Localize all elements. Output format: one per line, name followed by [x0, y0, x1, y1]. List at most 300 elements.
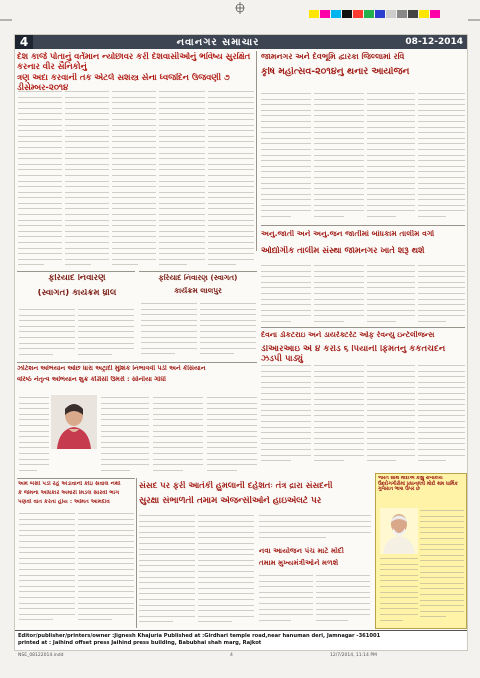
- text-line: [207, 429, 257, 432]
- text-line: [418, 313, 465, 316]
- text-line: [261, 453, 311, 456]
- article-text-col: [141, 301, 197, 359]
- text-line: [65, 100, 109, 103]
- text-line: [259, 590, 313, 593]
- text-line: [367, 153, 415, 156]
- article-text-col: [367, 363, 415, 467]
- text-line: [208, 234, 254, 237]
- text-line: [19, 346, 75, 349]
- text-line: [259, 519, 371, 522]
- text-line: [261, 125, 311, 128]
- text-line: [261, 102, 311, 105]
- article-text-col: [139, 513, 195, 627]
- text-line: [418, 285, 465, 288]
- text-line: [261, 302, 311, 305]
- text-line: [418, 158, 465, 161]
- text-line: [261, 363, 311, 366]
- text-line: [112, 162, 156, 165]
- text-line: [65, 117, 109, 120]
- text-line: [207, 445, 257, 448]
- text-line: [65, 134, 109, 137]
- text-line: [418, 374, 465, 377]
- text-line: [208, 167, 254, 170]
- text-line: [139, 563, 195, 566]
- text-line: [314, 436, 364, 439]
- text-line: [418, 297, 465, 300]
- text-line: [159, 123, 205, 126]
- page-header: [15, 35, 467, 49]
- text-line: [159, 234, 205, 237]
- text-line: [367, 363, 415, 366]
- text-line: [367, 97, 415, 100]
- text-line: [198, 569, 254, 572]
- text-line: [198, 597, 254, 600]
- imprint-line-1: Editor/publisher/printers/owner :Jignesh Khajuria Published at :Girdhari temple road,near hanuman deri, Jamnagar -361001: [18, 633, 381, 639]
- text-line: [101, 445, 149, 448]
- text-line: [112, 246, 156, 249]
- text-line: [259, 595, 313, 598]
- text-line: [19, 324, 75, 327]
- section-rule: [261, 225, 465, 226]
- modi-feature-box: [375, 473, 467, 629]
- text-line: [112, 262, 138, 265]
- text-line: [418, 453, 465, 456]
- text-line: [314, 175, 364, 178]
- text-line: [367, 380, 415, 383]
- headline-amit-3: પણવી વાત કરતા હોય : અમિત આમદાવ: [18, 499, 110, 505]
- text-line: [141, 346, 197, 349]
- text-line: [420, 603, 464, 606]
- article-text-col: [316, 573, 370, 627]
- text-line: [314, 291, 364, 294]
- text-line: [18, 167, 62, 170]
- headline-amit-1: અમે બેસી પડી રહે એડાવાનો કોઇ સવાલ નથી: [18, 481, 121, 487]
- text-line: [261, 385, 311, 388]
- text-line: [420, 592, 464, 595]
- text-line: [259, 573, 313, 576]
- text-line: [316, 590, 370, 593]
- text-line: [65, 234, 109, 237]
- text-line: [261, 274, 311, 277]
- text-line: [18, 95, 62, 98]
- text-line: [139, 580, 195, 583]
- text-line: [78, 584, 134, 587]
- text-line: [101, 423, 149, 426]
- text-line: [19, 545, 75, 548]
- text-line: [380, 578, 418, 581]
- text-line: [18, 89, 62, 92]
- text-line: [367, 136, 415, 139]
- text-line: [261, 447, 311, 450]
- text-line: [208, 162, 254, 165]
- text-line: [19, 451, 49, 454]
- text-line: [78, 341, 134, 344]
- text-line: [207, 440, 257, 443]
- text-line: [314, 374, 364, 377]
- text-line: [261, 297, 311, 300]
- text-line: [65, 229, 109, 232]
- text-line: [198, 519, 254, 522]
- text-line: [367, 102, 415, 105]
- text-line: [78, 517, 134, 520]
- text-line: [18, 262, 44, 265]
- text-line: [78, 307, 134, 310]
- text-line: [112, 145, 156, 148]
- text-line: [78, 352, 112, 355]
- text-line: [207, 451, 257, 454]
- text-line: [19, 395, 49, 398]
- article-text-col: [418, 91, 465, 221]
- text-line: [65, 156, 109, 159]
- text-line: [139, 619, 173, 622]
- headline-planning-2: તમામ મુખ્યમંત્રીઓને મળશે: [259, 559, 339, 567]
- text-line: [261, 291, 311, 294]
- text-line: [261, 208, 311, 211]
- text-line: [259, 535, 326, 538]
- text-line: [19, 335, 75, 338]
- text-line: [78, 578, 134, 581]
- text-line: [65, 212, 109, 215]
- text-line: [78, 324, 134, 327]
- text-line: [314, 380, 364, 383]
- text-line: [139, 614, 195, 617]
- text-line: [19, 423, 49, 426]
- headline-swagat-dhrol-2: (સ્વાગત) કાર્યક્રમ ધ્રોલ: [37, 289, 117, 298]
- text-line: [261, 402, 311, 405]
- text-line: [367, 125, 415, 128]
- headline-sonia-2: વરિષ્ઠ નેતૃત્વ અભિયાન શુક્ર કોંગ્રેસી ઉંમરો : સોનીયા ગાંધી: [17, 376, 167, 383]
- text-line: [367, 197, 415, 200]
- text-line: [418, 192, 465, 195]
- text-line: [153, 429, 203, 432]
- text-line: [367, 302, 415, 305]
- text-line: [65, 251, 109, 254]
- text-line: [367, 297, 415, 300]
- text-line: [418, 408, 465, 411]
- text-line: [314, 280, 364, 283]
- text-line: [367, 285, 415, 288]
- text-line: [153, 462, 203, 465]
- text-line: [380, 573, 418, 576]
- text-line: [420, 614, 446, 617]
- text-line: [380, 556, 418, 559]
- text-line: [208, 95, 254, 98]
- text-line: [314, 181, 364, 184]
- text-line: [112, 134, 156, 137]
- text-line: [101, 462, 149, 465]
- text-line: [367, 430, 415, 433]
- headline-krushi-2: કૃષિ મહોત્સવ-૨૦૧૪નું થનાર આયોજન: [261, 67, 410, 77]
- article-text-col: [65, 89, 109, 269]
- text-line: [139, 547, 195, 550]
- text-line: [367, 413, 415, 416]
- text-line: [19, 522, 75, 525]
- text-line: [261, 147, 311, 150]
- text-line: [314, 419, 364, 422]
- text-line: [159, 117, 205, 120]
- text-line: [418, 430, 465, 433]
- text-line: [78, 346, 134, 349]
- text-line: [159, 151, 205, 154]
- text-line: [18, 223, 62, 226]
- text-line: [65, 162, 109, 165]
- text-line: [367, 181, 415, 184]
- text-line: [259, 584, 313, 587]
- text-line: [367, 291, 415, 294]
- text-line: [261, 181, 311, 184]
- text-line: [112, 234, 156, 237]
- text-line: [316, 595, 370, 598]
- text-line: [418, 274, 465, 277]
- text-line: [418, 291, 465, 294]
- text-line: [420, 514, 464, 517]
- text-line: [261, 91, 311, 94]
- article-text-col: [101, 395, 149, 475]
- article-text-col: [261, 91, 311, 221]
- article-text-col: [314, 363, 364, 467]
- text-line: [19, 412, 49, 415]
- text-line: [78, 550, 134, 553]
- text-line: [418, 130, 465, 133]
- text-line: [259, 530, 371, 533]
- headline-modi: ભારત સાથે મોદીએ કહ્યું રાજકીય ઉદ્દોગગીરીમાં પ્રધાનમંત્રી મોદી થમ ધાર્મિક ગુજરાત ભાષા ઉપર છે: [378, 476, 458, 493]
- text-line: [19, 313, 75, 316]
- text-line: [19, 352, 53, 355]
- text-line: [112, 218, 156, 221]
- text-line: [367, 186, 415, 189]
- text-line: [367, 319, 396, 322]
- text-line: [367, 280, 415, 283]
- text-line: [208, 201, 254, 204]
- text-line: [314, 102, 364, 105]
- text-line: [65, 145, 109, 148]
- text-line: [208, 117, 254, 120]
- article-text-col: [208, 89, 254, 269]
- text-line: [418, 91, 465, 94]
- print-slug-time: 12/7/2014, 11:14 PM: [330, 653, 377, 658]
- text-line: [316, 579, 370, 582]
- text-line: [19, 440, 49, 443]
- text-line: [153, 417, 203, 420]
- text-line: [153, 445, 203, 448]
- text-line: [208, 229, 254, 232]
- text-line: [261, 263, 311, 266]
- text-line: [367, 113, 415, 116]
- text-line: [65, 89, 109, 92]
- text-line: [198, 591, 254, 594]
- section-rule: [17, 362, 257, 363]
- text-line: [78, 561, 134, 564]
- text-line: [159, 128, 205, 131]
- text-line: [367, 130, 415, 133]
- text-line: [420, 570, 464, 573]
- article-text-col: [112, 89, 156, 269]
- text-line: [418, 369, 465, 372]
- text-line: [314, 197, 364, 200]
- text-line: [418, 108, 465, 111]
- text-line: [112, 89, 156, 92]
- text-line: [153, 457, 203, 460]
- text-line: [208, 139, 254, 142]
- text-line: [19, 406, 49, 409]
- text-line: [101, 429, 149, 432]
- text-line: [65, 223, 109, 226]
- text-line: [207, 417, 257, 420]
- text-line: [112, 195, 156, 198]
- text-line: [101, 468, 130, 471]
- text-line: [316, 584, 370, 587]
- text-line: [314, 402, 364, 405]
- text-line: [78, 533, 134, 536]
- text-line: [314, 369, 364, 372]
- text-line: [112, 173, 156, 176]
- text-line: [198, 524, 254, 527]
- text-line: [208, 190, 254, 193]
- text-line: [153, 412, 203, 415]
- text-line: [380, 567, 418, 570]
- text-line: [261, 419, 311, 422]
- text-line: [18, 246, 62, 249]
- text-line: [367, 391, 415, 394]
- text-line: [367, 447, 415, 450]
- text-line: [259, 618, 291, 621]
- text-line: [208, 111, 254, 114]
- text-line: [159, 246, 205, 249]
- headline-swagat-lalpur-2: કાર્યક્રમ લાલપુર: [174, 287, 222, 295]
- text-line: [420, 581, 464, 584]
- text-line: [139, 597, 195, 600]
- text-line: [19, 556, 75, 559]
- text-line: [65, 190, 109, 193]
- article-text-col: [78, 511, 134, 627]
- text-line: [367, 419, 415, 422]
- text-line: [259, 524, 371, 527]
- text-line: [314, 113, 364, 116]
- text-line: [65, 139, 109, 142]
- text-line: [18, 128, 62, 131]
- text-line: [200, 351, 234, 354]
- text-line: [380, 601, 418, 604]
- text-line: [198, 513, 254, 516]
- text-line: [259, 612, 313, 615]
- text-line: [18, 195, 62, 198]
- text-line: [139, 603, 195, 606]
- text-line: [139, 586, 195, 589]
- text-line: [418, 263, 465, 266]
- text-line: [19, 606, 75, 609]
- text-line: [101, 417, 149, 420]
- text-line: [65, 206, 109, 209]
- text-line: [101, 457, 149, 460]
- text-line: [208, 89, 254, 92]
- text-line: [316, 618, 348, 621]
- text-line: [420, 525, 464, 528]
- text-line: [420, 508, 464, 511]
- text-line: [198, 614, 254, 617]
- text-line: [78, 606, 134, 609]
- text-line: [65, 195, 109, 198]
- text-line: [139, 541, 195, 544]
- text-line: [141, 335, 197, 338]
- text-line: [314, 147, 364, 150]
- text-line: [418, 102, 465, 105]
- text-line: [367, 313, 415, 316]
- text-line: [261, 158, 311, 161]
- page-number: 4: [15, 35, 33, 49]
- text-line: [198, 575, 254, 578]
- text-line: [420, 542, 464, 545]
- text-line: [420, 536, 464, 539]
- text-line: [159, 223, 205, 226]
- text-line: [418, 397, 465, 400]
- text-line: [200, 329, 256, 332]
- section-rule: [17, 478, 135, 479]
- text-line: [159, 206, 205, 209]
- text-line: [78, 589, 134, 592]
- text-line: [208, 128, 254, 131]
- print-slug-page: 4: [230, 653, 233, 658]
- text-line: [207, 395, 257, 398]
- text-line: [19, 601, 75, 604]
- text-line: [101, 395, 149, 398]
- text-line: [367, 108, 415, 111]
- text-line: [208, 100, 254, 103]
- text-line: [159, 201, 205, 204]
- text-line: [367, 425, 415, 428]
- text-line: [159, 106, 205, 109]
- text-line: [367, 369, 415, 372]
- headline-training-1: અનુ.જાતી અને અનુ.જન જાતીમાં બાંધકામ તાલીમ વર્ગો: [261, 230, 435, 238]
- headline-swagat-lalpur-1: ફરિયાદ નિવારણ (સ્વાગત): [158, 274, 238, 282]
- text-line: [367, 436, 415, 439]
- text-line: [316, 607, 370, 610]
- text-line: [261, 408, 311, 411]
- text-line: [367, 274, 415, 277]
- text-line: [314, 141, 364, 144]
- text-line: [420, 575, 464, 578]
- text-line: [314, 203, 364, 206]
- text-line: [18, 100, 62, 103]
- text-line: [418, 153, 465, 156]
- text-line: [139, 558, 195, 561]
- text-line: [18, 123, 62, 126]
- imprint-line-2: printed at : Jaihind offset press Jaihind press building, Babubhai shah marg, Rajkot: [18, 639, 262, 646]
- article-text-col: [19, 511, 75, 627]
- text-line: [78, 617, 112, 620]
- text-line: [139, 608, 195, 611]
- text-line: [19, 539, 75, 542]
- text-line: [314, 430, 364, 433]
- text-line: [418, 97, 465, 100]
- text-line: [314, 169, 364, 172]
- text-line: [314, 192, 364, 195]
- text-line: [159, 111, 205, 114]
- text-line: [208, 173, 254, 176]
- text-line: [261, 119, 311, 122]
- text-line: [141, 323, 197, 326]
- text-line: [139, 575, 195, 578]
- text-line: [314, 385, 364, 388]
- text-line: [208, 218, 254, 221]
- text-line: [314, 297, 364, 300]
- text-line: [112, 95, 156, 98]
- text-line: [367, 402, 415, 405]
- text-line: [198, 586, 254, 589]
- text-line: [19, 468, 37, 471]
- text-line: [261, 108, 311, 111]
- text-line: [19, 578, 75, 581]
- text-line: [261, 136, 311, 139]
